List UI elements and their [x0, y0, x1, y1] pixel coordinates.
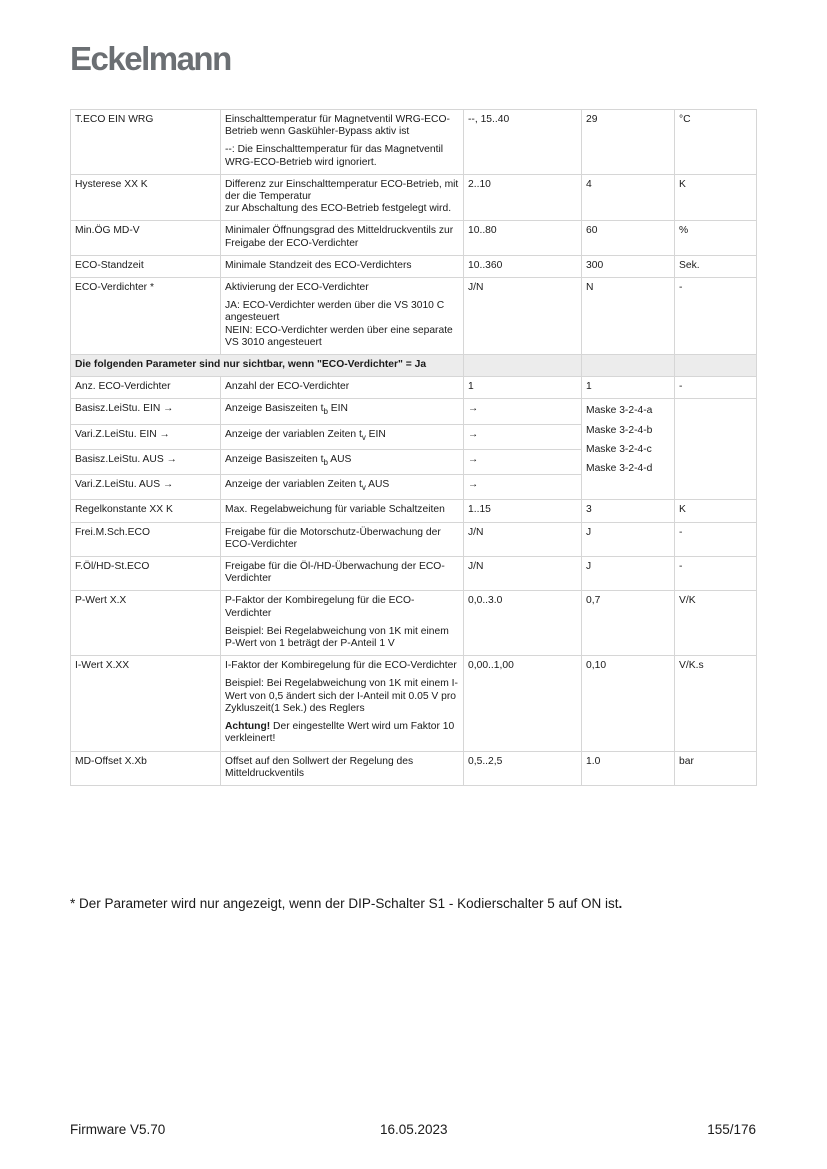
description-paragraph: Minimaler Öffnungsgrad des Mitteldruckventils zur Freigabe der ECO-Verdichter — [225, 225, 454, 249]
parameter-table — [70, 109, 757, 786]
param-unit: V/K — [675, 591, 757, 656]
mask-reference: Maske 3-2-4-c — [586, 443, 652, 455]
param-name: T.ECO EIN WRG — [71, 110, 221, 175]
param-range: 0,0..3.0 — [464, 591, 582, 656]
table-row — [71, 557, 757, 591]
param-range: 1..15 — [464, 500, 582, 522]
param-default: 3 — [582, 500, 675, 522]
param-range: 0,00..1,00 — [464, 656, 582, 751]
table-row — [71, 591, 757, 656]
param-description — [221, 399, 464, 424]
param-default: 0,10 — [582, 656, 675, 751]
param-unit: - — [675, 278, 757, 355]
param-name: ECO-Standzeit — [71, 255, 221, 277]
param-default: 300 — [582, 255, 675, 277]
table-row — [71, 399, 757, 424]
description-text: AUS — [327, 453, 352, 465]
param-name: Regelkonstante XX K — [71, 500, 221, 522]
param-name: ECO-Verdichter * — [71, 278, 221, 355]
param-range: J/N — [464, 522, 582, 556]
description-paragraph — [225, 721, 459, 745]
param-range: 0,5..2,5 — [464, 751, 582, 785]
warning-text: Der eingestellte Wert wird um Faktor 10 verkleinert! — [225, 721, 455, 745]
description-paragraph: Einschalttemperatur für Magnetventil WRG-ECO-Betrieb wenn Gaskühler-Bypass aktiv ist — [225, 114, 450, 138]
param-unit-empty — [675, 399, 757, 500]
param-description — [221, 656, 464, 751]
description-paragraph: JA: ECO-Verdichter werden über die VS 3010 C angesteuert NEIN: ECO-Verdichter werden über eine separate VS 3010 angesteuert — [225, 300, 453, 348]
param-description — [221, 591, 464, 656]
table-row — [71, 110, 757, 175]
eckelmann-logo: Eckelmann — [70, 40, 231, 77]
param-range: J/N — [464, 557, 582, 591]
param-name: P-Wert X.X — [71, 591, 221, 656]
param-name: I-Wert X.XX — [71, 656, 221, 751]
description-text: Anzeige Basiszeiten t — [225, 453, 324, 465]
description-paragraph: Beispiel: Bei Regelabweichung von 1K mit einem P-Wert von 1 beträgt der P-Anteil 1 V — [225, 625, 449, 650]
param-default: J — [582, 522, 675, 556]
table-row — [71, 751, 757, 785]
description-text: Anzeige Basiszeiten t — [225, 403, 324, 415]
table-row — [71, 221, 757, 255]
table-row — [71, 656, 757, 751]
param-description — [221, 278, 464, 355]
description-paragraph: Freigabe für die Öl-/HD-Überwachung der ECO-Verdichter — [225, 561, 445, 585]
navigation-arrow: → — [464, 475, 582, 500]
mask-references — [582, 399, 675, 500]
navigation-arrow: → — [464, 399, 582, 424]
param-description — [221, 449, 464, 474]
param-description — [221, 424, 464, 449]
description-text: EIN — [365, 428, 386, 440]
param-description — [221, 557, 464, 591]
param-unit: K — [675, 174, 757, 221]
param-unit: - — [675, 557, 757, 591]
param-range: 10..360 — [464, 255, 582, 277]
table-row — [71, 174, 757, 221]
description-paragraph: Minimale Standzeit des ECO-Verdichters — [225, 259, 412, 271]
param-unit: % — [675, 221, 757, 255]
param-default: 29 — [582, 110, 675, 175]
mask-reference: Maske 3-2-4-b — [586, 424, 653, 436]
param-description — [221, 500, 464, 522]
param-description — [221, 110, 464, 175]
table-row — [71, 355, 757, 377]
time-subscript: v — [361, 432, 366, 442]
description-paragraph: --: Die Einschalttemperatur für das Magnetventil WRG-ECO-Betrieb wird ignoriert. — [225, 144, 444, 168]
section-header-fill — [582, 355, 675, 377]
param-name: Anz. ECO-Verdichter — [71, 377, 221, 399]
mask-reference: Maske 3-2-4-a — [586, 405, 653, 417]
description-text: Anzeige der variablen Zeiten t — [225, 479, 362, 491]
description-paragraph: Freigabe für die Motorschutz-Überwachung der ECO-Verdichter — [225, 526, 441, 550]
param-name: Basisz.LeiStu. EIN → — [71, 399, 221, 424]
time-subscript: b — [323, 407, 328, 417]
table-row — [71, 255, 757, 277]
param-unit: V/K.s — [675, 656, 757, 751]
param-desc: Anzahl der ECO-Verdichter — [221, 377, 464, 399]
description-paragraph: P-Faktor der Kombiregelung für die ECO-Verdichter — [225, 595, 415, 619]
description-paragraph: Beispiel: Bei Regelabweichung von 1K mit einem I-Wert von 0,5 ändert sich der I-Anteil mit 0.05 V pro Zykluszeit(1 Sek.) des Reglers — [225, 678, 458, 714]
param-name: Frei.M.Sch.ECO — [71, 522, 221, 556]
param-default: N — [582, 278, 675, 355]
description-paragraph: I-Faktor der Kombiregelung für die ECO-Verdichter — [225, 660, 457, 672]
param-name: F.Öl/HD-St.ECO — [71, 557, 221, 591]
param-range: J/N — [464, 278, 582, 355]
param-range: 1 — [464, 377, 582, 399]
time-subscript: b — [323, 458, 328, 467]
param-default: 1.0 — [582, 751, 675, 785]
param-name: Vari.Z.LeiStu. AUS → — [71, 475, 221, 500]
description-paragraph: Max. Regelabweichung für variable Schaltzeiten — [225, 504, 445, 516]
footer-page-number: 155/176 — [707, 1122, 756, 1137]
navigation-arrow: → — [464, 449, 582, 474]
param-range: 2..10 — [464, 174, 582, 221]
param-description — [221, 255, 464, 277]
param-unit: - — [675, 377, 757, 399]
section-header-fill — [675, 355, 757, 377]
footer-date: 16.05.2023 — [380, 1122, 448, 1137]
param-default: 4 — [582, 174, 675, 221]
description-paragraph: Differenz zur Einschalttemperatur ECO-Betrieb, mit der die Temperatur zur Abschaltung des ECO-Betrieb festgelegt wird. — [225, 178, 459, 215]
param-description — [221, 522, 464, 556]
param-description — [221, 221, 464, 255]
param-desc: Offset auf den Sollwert der Regelung des Mitteldruckventils — [221, 751, 464, 785]
footnote: * Der Parameter wird nur angezeigt, wenn der DIP-Schalter S1 - Kodierschalter 5 auf ON ist. — [70, 896, 623, 911]
param-unit: Sek. — [675, 255, 757, 277]
param-default: 1 — [582, 377, 675, 399]
description-paragraph: Aktivierung der ECO-Verdichter — [225, 282, 369, 294]
param-name: Basisz.LeiStu. AUS → — [71, 449, 221, 474]
warning-label: Achtung! — [225, 721, 271, 733]
param-default: J — [582, 557, 675, 591]
time-subscript: v — [361, 483, 366, 493]
param-range: --, 15..40 — [464, 110, 582, 175]
param-range: 10..80 — [464, 221, 582, 255]
table-row — [71, 377, 757, 399]
description-text: AUS — [365, 479, 390, 491]
description-text: EIN — [327, 403, 348, 415]
section-header: Die folgenden Parameter sind nur sichtbar, wenn "ECO-Verdichter" = Ja — [71, 355, 464, 377]
param-name: Vari.Z.LeiStu. EIN → — [71, 424, 221, 449]
navigation-arrow: → — [464, 424, 582, 449]
param-name: Min.ÖG MD-V — [71, 221, 221, 255]
param-name: Hysterese XX K — [71, 174, 221, 221]
param-name: MD-Offset X.Xb — [71, 751, 221, 785]
param-description — [221, 174, 464, 221]
mask-reference: Maske 3-2-4-d — [586, 463, 653, 475]
param-unit: °C — [675, 110, 757, 175]
param-unit: bar — [675, 751, 757, 785]
param-default: 0,7 — [582, 591, 675, 656]
description-text: Anzeige der variablen Zeiten t — [225, 428, 362, 440]
param-default: 60 — [582, 221, 675, 255]
footer-firmware: Firmware V5.70 — [70, 1122, 166, 1137]
param-unit: K — [675, 500, 757, 522]
section-header-fill — [464, 355, 582, 377]
param-unit: - — [675, 522, 757, 556]
table-row — [71, 522, 757, 556]
table-row — [71, 500, 757, 522]
table-row — [71, 278, 757, 355]
param-description — [221, 475, 464, 500]
